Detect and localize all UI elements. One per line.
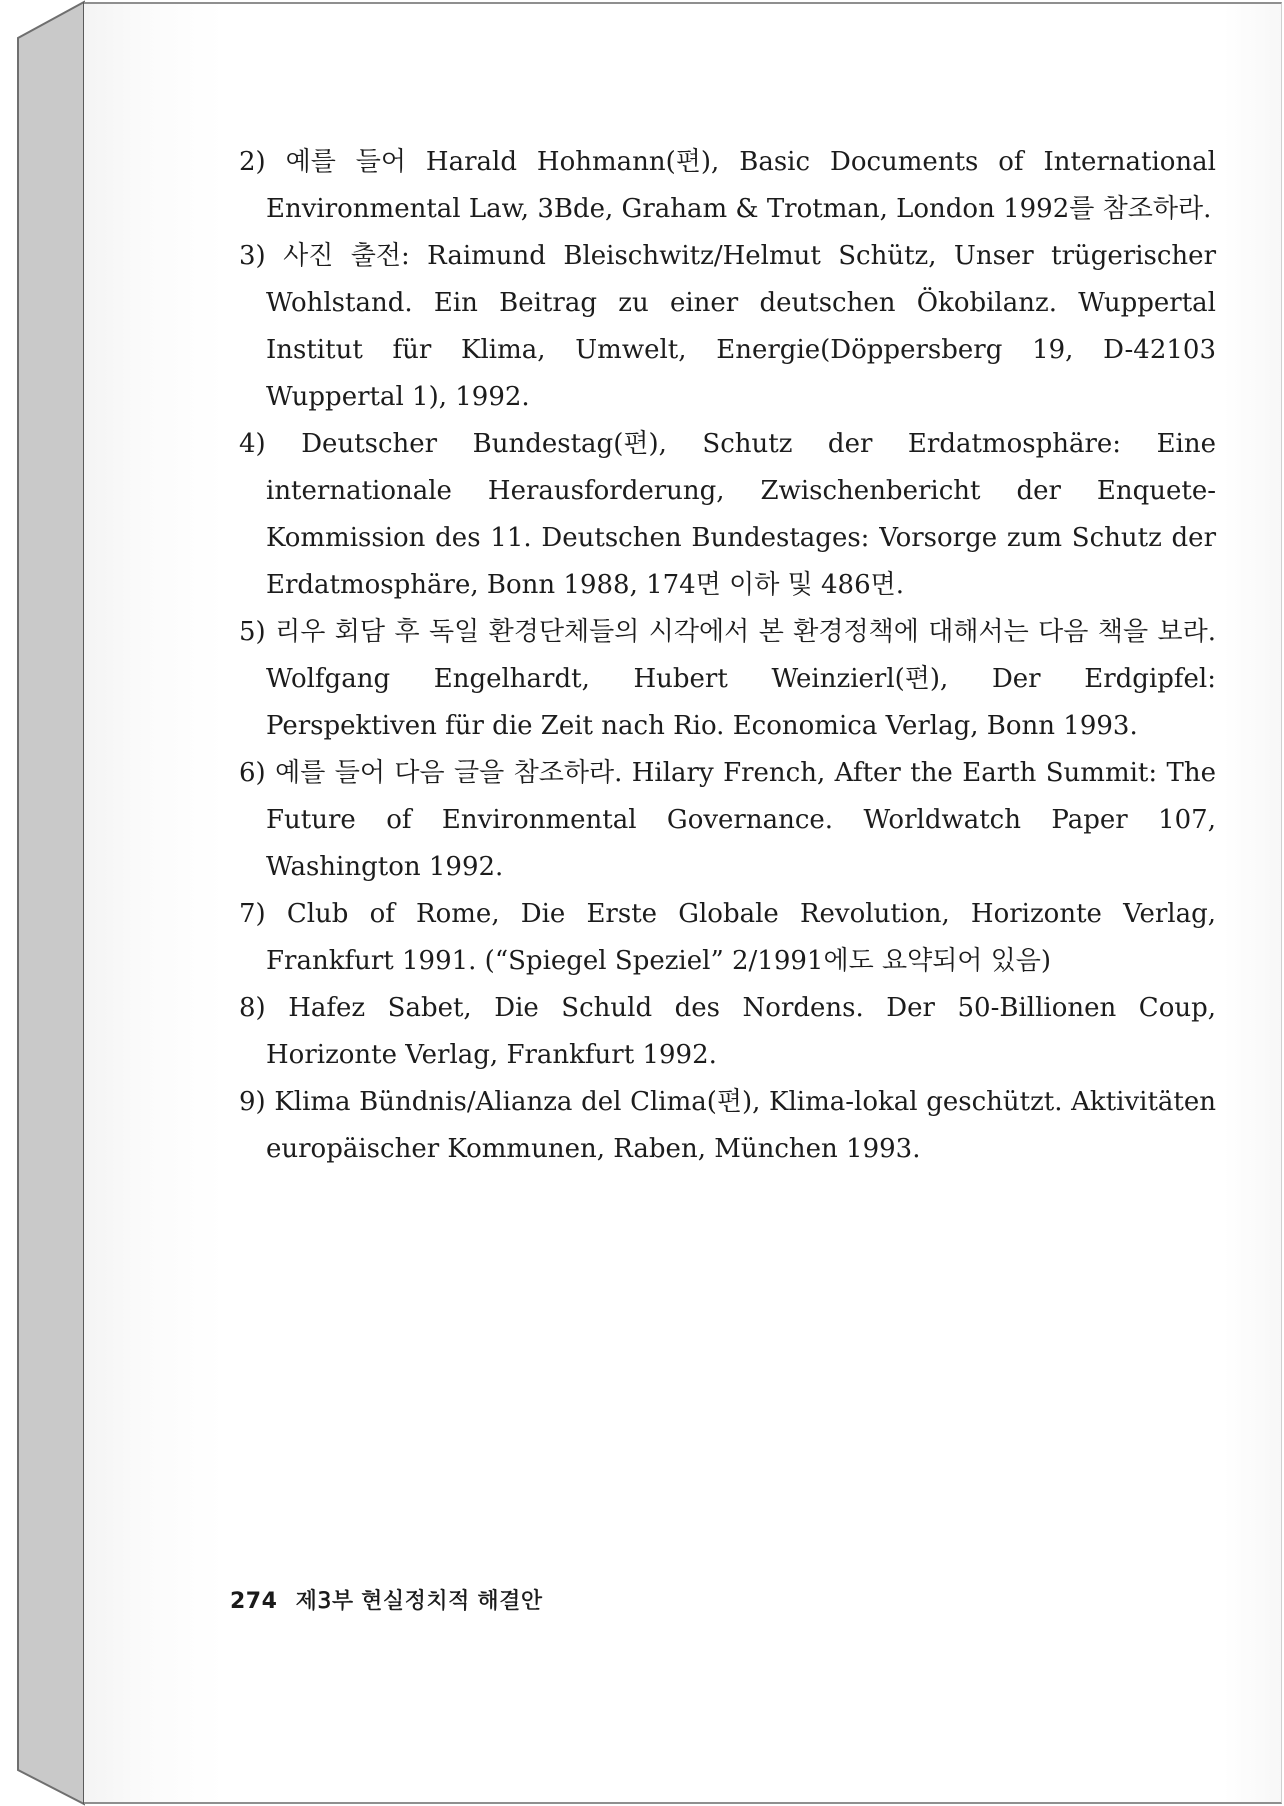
footnote-9: 9) Klima Bündnis/Alianza del Clima(편), Klima-lokal geschützt. Aktivitäten europäischer Kommunen, Raben, München 1993. — [239, 1087, 1216, 1164]
page — [84, 2, 1282, 1804]
footnote-4: 4) Deutscher Bundestag(편), Schutz der Erdatmosphäre: Eine internationale Herausforderung, Zwischenbericht der Enquete-Kommission des 11. Deutschen Bundestages: Vorsorge zum Schutz der Erdatmosphäre, Bonn 1988, 174면 이하 및 486면. — [239, 429, 1216, 600]
footnote-2: 2) 예를 들어 Harald Hohmann(편), Basic Documents of International Environmental Law, 3Bde, Graham & Trotman, London 1992를 참조하라. — [239, 147, 1216, 224]
notes-list — [239, 139, 1216, 1173]
page-number: 274 — [230, 1589, 278, 1614]
section-label: 제3부 현실정치적 해결안 — [295, 1589, 543, 1614]
footnote-6: 6) 예를 들어 다음 글을 참조하라. Hilary French, After the Earth Summit: The Future of Environmental Governance. Worldwatch Paper 107, Washington 1992. — [239, 758, 1216, 882]
page-footer — [230, 1584, 543, 1615]
footnote-8: 8) Hafez Sabet, Die Schuld des Nordens. Der 50-Billionen Coup, Horizonte Verlag, Frankfurt 1992. — [239, 993, 1216, 1070]
book-spine — [0, 0, 90, 1806]
footnote-7: 7) Club of Rome, Die Erste Globale Revolution, Horizonte Verlag, Frankfurt 1991. (“Spiegel Speziel” 2/1991에도 요약되어 있음) — [239, 899, 1216, 976]
footnote-3: 3) 사진 출전: Raimund Bleischwitz/Helmut Schütz, Unser trügerischer Wohlstand. Ein Beitrag zu einer deutschen Ökobilanz. Wuppertal Institut für Klima, Umwelt, Energie(Döppersberg 19, D-42103 Wuppertal 1), 1992. — [239, 241, 1216, 412]
footnote-5: 5) 리우 회담 후 독일 환경단체들의 시각에서 본 환경정책에 대해서는 다음 책을 보라. Wolfgang Engelhardt, Hubert Weinzierl(편), Der Erdgipfel: Perspektiven für die Zeit nach Rio. Economica Verlag, Bonn 1993. — [239, 617, 1216, 741]
